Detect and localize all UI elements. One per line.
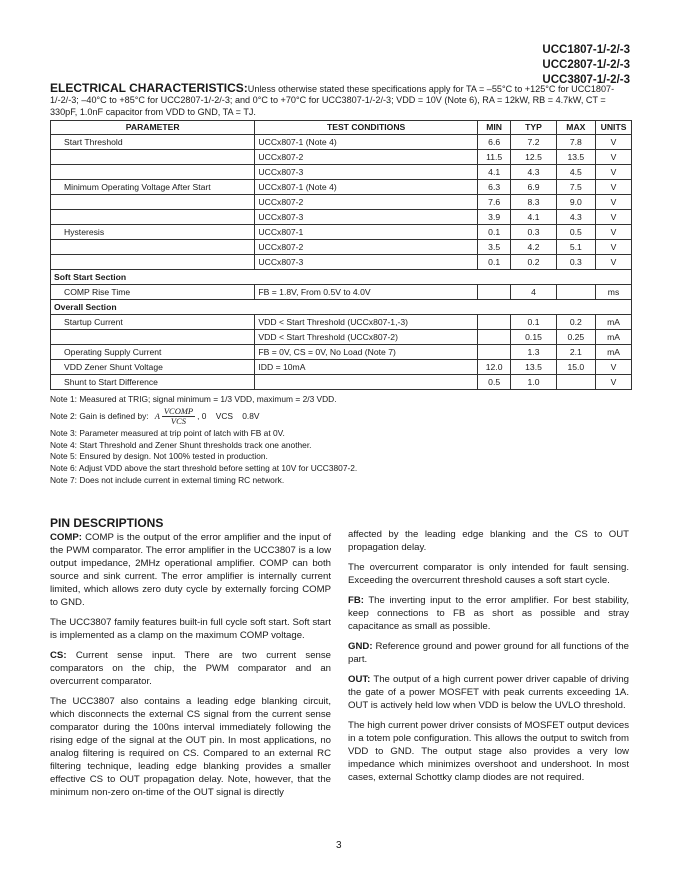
col-header: TEST CONDITIONS: [255, 121, 477, 135]
table-row: [51, 195, 632, 210]
spec-table-body: [51, 135, 632, 390]
pin-column-right: [348, 528, 629, 791]
gain-fraction: [162, 407, 195, 426]
table-cell: 3.9: [477, 210, 511, 225]
table-row: [51, 165, 632, 180]
table-cell: V: [596, 135, 632, 150]
table-cell: V: [596, 150, 632, 165]
table-cell: 0.1: [477, 255, 511, 270]
comp-text: COMP is the output of the error amplifier and the input of the PWM comparator. The error amplifier in the UCC3807 is a low output impedance, 2MHz operational amplifier. COMP can both source and sink current. The error amplifier is internally current limited, which allows zero duty cycle by externally forcing COMP to GND.: [50, 532, 331, 608]
note-3: Note 3: Parameter measured at trip point of latch with FB at 0V.: [50, 427, 285, 438]
table-row: [51, 240, 632, 255]
table-cell: [556, 375, 595, 390]
note-2: [50, 406, 640, 428]
table-cell: UCCx807-2: [255, 240, 477, 255]
table-cell: mA: [596, 345, 632, 360]
table-cell: VDD Zener Shunt Voltage: [51, 360, 255, 375]
table-cell: 2.1: [556, 345, 595, 360]
spec-table: [50, 120, 632, 390]
table-cell: 1.3: [511, 345, 556, 360]
out-text: The output of a high current power driver capable of driving the gate of a power MOSFET with peak currents exceeding 1A. OUT is actively held low when VDD is below the UVLO threshold.: [348, 674, 629, 711]
document-header: [542, 43, 630, 88]
fb-label: FB:: [348, 595, 364, 606]
table-cell: Operating Supply Current: [51, 345, 255, 360]
table-cell: ms: [596, 285, 632, 300]
table-cell: 15.0: [556, 360, 595, 375]
note-1: Note 1: Measured at TRIG; signal minimum = 1/3 VDD, maximum = 2/3 VDD.: [50, 394, 337, 404]
table-cell: 7.6: [477, 195, 511, 210]
table-cell: [51, 195, 255, 210]
table-cell: [477, 330, 511, 345]
fb-text: The inverting input to the error amplifier. For best stability, keep connections to FB as short as possible and stray capacitance as small as possible.: [348, 595, 629, 632]
note-6: Note 6: Adjust VDD above the start threshold before setting at 10V for UCC3807-2.: [50, 463, 358, 474]
table-cell: V: [596, 375, 632, 390]
out-paragraph: [348, 673, 629, 712]
col-header: MIN: [477, 121, 511, 135]
table-row: [51, 180, 632, 195]
table-cell: 6.6: [477, 135, 511, 150]
table-cell: [255, 375, 477, 390]
table-section-row: [51, 300, 632, 315]
table-cell: Minimum Operating Voltage After Start: [51, 180, 255, 195]
table-row: [51, 345, 632, 360]
table-cell: V: [596, 255, 632, 270]
table-cell: 0.5: [477, 375, 511, 390]
gnd-text: Reference ground and power ground for all functions of the part.: [348, 641, 629, 665]
gnd-paragraph: [348, 640, 629, 666]
table-row: [51, 315, 632, 330]
table-cell: 0.15: [511, 330, 556, 345]
note-5: Note 5: Ensured by design. Not 100% tested in production.: [50, 451, 268, 462]
overcurrent-paragraph: The overcurrent comparator is only intended for fault sensing. Exceeding the overcurrent threshold causes a soft start cycle.: [348, 562, 629, 586]
fb-paragraph: [348, 594, 629, 633]
table-cell: 4.3: [511, 165, 556, 180]
table-cell: 4.1: [477, 165, 511, 180]
table-cell: 0.5: [556, 225, 595, 240]
table-cell: 6.9: [511, 180, 556, 195]
col-header: MAX: [556, 121, 595, 135]
section-label: Overall Section: [51, 300, 632, 315]
table-cell: 0.1: [511, 315, 556, 330]
table-cell: [51, 240, 255, 255]
cs-paragraph: [50, 649, 331, 688]
note-2-prefix: Note 2: Gain is defined by:: [50, 410, 149, 421]
table-cell: mA: [596, 330, 632, 345]
table-cell: Startup Current: [51, 315, 255, 330]
col-header: TYP: [511, 121, 556, 135]
table-cell: 12.5: [511, 150, 556, 165]
table-cell: 1.0: [511, 375, 556, 390]
table-cell: VDD < Start Threshold (UCCx807-1,-3): [255, 315, 477, 330]
table-cell: UCCx807-2: [255, 150, 477, 165]
table-row: [51, 150, 632, 165]
table-header-row: [51, 121, 632, 135]
table-cell: 0.3: [556, 255, 595, 270]
table-cell: Hysteresis: [51, 225, 255, 240]
gnd-label: GND:: [348, 641, 373, 652]
table-row: [51, 285, 632, 300]
part-number-2: UCC2807-1/-2/-3: [542, 59, 630, 71]
table-cell: UCCx807-2: [255, 195, 477, 210]
gain-numerator: VCOMP: [163, 406, 194, 417]
page-number: 3: [336, 840, 342, 851]
table-cell: [477, 315, 511, 330]
comp-label: COMP:: [50, 532, 82, 543]
note-7: Note 7: Does not include current in external timing RC network.: [50, 474, 285, 485]
table-row: [51, 225, 632, 240]
table-cell: Start Threshold: [51, 135, 255, 150]
ec-conditions: Unless otherwise stated these specifications apply for TA = –55°C to +125°C for UCC1807-1/-2/-3; –40°C to +85°C for UCC2807-1/-2/-3; and 0°C to +70°C for UCC3807-1/-2/-3; VDD = 10V (Note 6), RA = 12kW, RB = 4.7kW, CT = 330pF, 1.0nF capacitor from VDD to GND, TA = TJ.: [50, 84, 615, 117]
table-cell: 5.1: [556, 240, 595, 255]
cs-label: CS:: [50, 650, 67, 661]
table-cell: UCCx807-3: [255, 165, 477, 180]
table-cell: UCCx807-1: [255, 225, 477, 240]
note-2-a: A: [154, 411, 160, 421]
section-label: Soft Start Section: [51, 270, 632, 285]
table-cell: V: [596, 180, 632, 195]
table-cell: 0.25: [556, 330, 595, 345]
pin-descriptions-title: PIN DESCRIPTIONS: [50, 516, 164, 530]
table-cell: 9.0: [556, 195, 595, 210]
blanking-paragraph-cont: affected by the leading edge blanking and the CS to OUT propagation delay.: [348, 529, 629, 553]
table-row: [51, 135, 632, 150]
ec-title: ELECTRICAL CHARACTERISTICS:: [50, 81, 248, 95]
table-cell: V: [596, 210, 632, 225]
table-row: [51, 375, 632, 390]
table-cell: IDD = 10mA: [255, 360, 477, 375]
table-cell: [477, 285, 511, 300]
table-cell: 7.5: [556, 180, 595, 195]
note-4: Note 4: Start Threshold and Zener Shunt thresholds track one another.: [50, 439, 312, 450]
gain-denominator: VCS: [170, 416, 187, 427]
table-cell: FB = 1.8V, From 0.5V to 4.0V: [255, 285, 477, 300]
table-row: [51, 255, 632, 270]
blanking-paragraph: The UCC3807 also contains a leading edge blanking circuit, which disconnects the external CS signal from the current sense comparator during the 100ns interval immediately following the rising edge of the signal at the OUT pin. In most applications, no analog filtering is required on CS. Compared to an external RC filtering technique, leading edge blanking provides a smaller effective CS to OUT propagation delay. Note, however, that the minimum non-zero on-time of the OUT signal is directly: [50, 696, 331, 798]
table-cell: [51, 165, 255, 180]
table-cell: 0.1: [477, 225, 511, 240]
table-section-row: [51, 270, 632, 285]
table-cell: Shunt to Start Difference: [51, 375, 255, 390]
col-header: UNITS: [596, 121, 632, 135]
table-cell: 0.2: [556, 315, 595, 330]
table-cell: V: [596, 360, 632, 375]
table-cell: [51, 150, 255, 165]
table-cell: COMP Rise Time: [51, 285, 255, 300]
softstart-paragraph: The UCC3807 family features built-in full cycle soft start. Soft start is implemented as a clamp on the maximum COMP voltage.: [50, 617, 331, 641]
table-row: [51, 360, 632, 375]
notes: [50, 394, 640, 487]
table-cell: 6.3: [477, 180, 511, 195]
table-cell: 0.2: [511, 255, 556, 270]
table-cell: 13.5: [511, 360, 556, 375]
table-cell: [51, 210, 255, 225]
table-cell: V: [596, 165, 632, 180]
table-cell: UCCx807-3: [255, 210, 477, 225]
table-cell: FB = 0V, CS = 0V, No Load (Note 7): [255, 345, 477, 360]
col-header: PARAMETER: [51, 121, 255, 135]
table-cell: 4.1: [511, 210, 556, 225]
table-cell: 8.3: [511, 195, 556, 210]
table-cell: mA: [596, 315, 632, 330]
table-row: [51, 330, 632, 345]
table-cell: 4.2: [511, 240, 556, 255]
electrical-characteristics-intro: [50, 83, 632, 118]
table-row: [51, 210, 632, 225]
table-cell: 4: [511, 285, 556, 300]
table-cell: V: [596, 195, 632, 210]
table-cell: [556, 285, 595, 300]
table-cell: 4.5: [556, 165, 595, 180]
table-cell: V: [596, 240, 632, 255]
pin-column-left: [50, 531, 331, 806]
table-cell: 13.5: [556, 150, 595, 165]
part-number-1: UCC1807-1/-2/-3: [542, 44, 630, 56]
table-cell: UCCx807-1 (Note 4): [255, 135, 477, 150]
part-number-3: UCC3807-1/-2/-3: [542, 74, 630, 86]
cs-text: Current sense input. There are two current sense comparators on the chip, the PWM comparator and an overcurrent comparator.: [50, 650, 331, 687]
table-cell: [477, 345, 511, 360]
table-cell: 11.5: [477, 150, 511, 165]
table-cell: 7.2: [511, 135, 556, 150]
table-cell: [51, 255, 255, 270]
table-cell: 12.0: [477, 360, 511, 375]
comp-paragraph: [50, 531, 331, 609]
table-cell: 3.5: [477, 240, 511, 255]
table-cell: 4.3: [556, 210, 595, 225]
table-cell: 0.3: [511, 225, 556, 240]
driver-paragraph: The high current power driver consists of MOSFET output devices in a totem pole configuration. This allows the output to switch from VDD to GND. The output stage also provides a very low impedance which minimizes overshoot and undershoot. In most cases, external Schottky clamp diodes are not required.: [348, 720, 629, 783]
table-cell: [51, 330, 255, 345]
out-label: OUT:: [348, 674, 371, 685]
table-cell: 7.8: [556, 135, 595, 150]
table-cell: UCCx807-1 (Note 4): [255, 180, 477, 195]
table-cell: VDD < Start Threshold (UCCx807-2): [255, 330, 477, 345]
table-cell: V: [596, 225, 632, 240]
note-2-suffix: , 0 VCS 0.8V: [197, 410, 260, 421]
table-cell: UCCx807-3: [255, 255, 477, 270]
